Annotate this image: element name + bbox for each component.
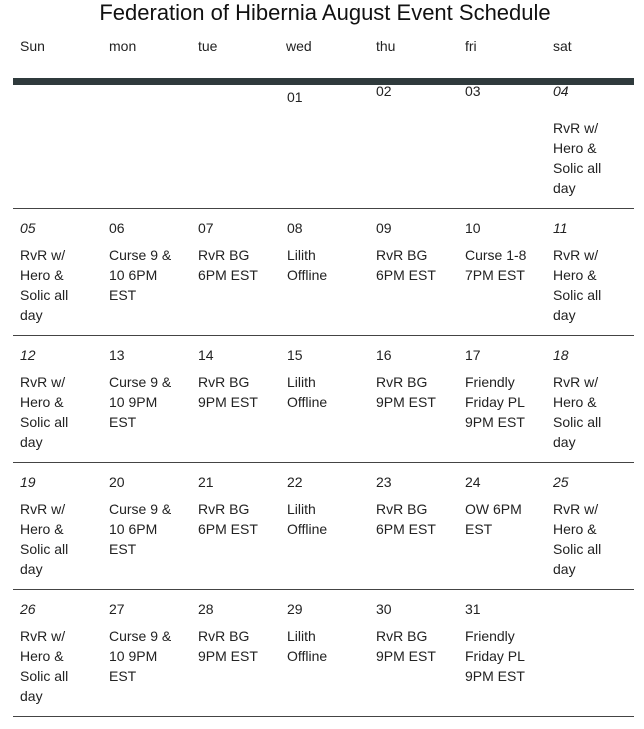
event-text: Friendly Friday PL 9PM EST <box>465 374 525 430</box>
event-text: RvR w/ Hero & Solic all day <box>553 501 602 577</box>
day-number: 21 <box>198 474 214 490</box>
event-text: RvR w/ Hero & Solic all day <box>20 501 69 577</box>
event-text: RvR BG 9PM EST <box>198 374 258 410</box>
day-number: 05 <box>20 220 36 236</box>
day-number: 12 <box>20 347 36 363</box>
event-text: RvR w/ Hero & Solic all day <box>20 374 69 450</box>
day-number: 29 <box>287 601 303 617</box>
day-number: 24 <box>465 474 481 490</box>
event-text: Curse 9 & 10 6PM EST <box>109 247 172 303</box>
weekday-fri: fri <box>465 38 477 54</box>
day-number: 11 <box>553 220 568 236</box>
day-number: 10 <box>465 220 481 236</box>
day-number: 22 <box>287 474 303 490</box>
day-number: 15 <box>287 347 303 363</box>
day-number: 08 <box>287 220 303 236</box>
event-text: Curse 9 & 10 9PM EST <box>109 374 172 430</box>
day-number: 14 <box>198 347 214 363</box>
event-text: RvR BG 9PM EST <box>198 628 258 664</box>
event-text: RvR BG 9PM EST <box>376 628 436 664</box>
day-number: 07 <box>198 220 214 236</box>
event-text: Lilith Offline <box>287 374 328 410</box>
event-text: Curse 9 & 10 6PM EST <box>109 501 172 557</box>
day-number: 31 <box>465 601 481 617</box>
day-number: 28 <box>198 601 214 617</box>
event-text: RvR w/ Hero & Solic all day <box>553 247 602 323</box>
event-text: RvR w/ Hero & Solic all day <box>553 120 602 196</box>
event-text: RvR w/ Hero & Solic all day <box>20 247 69 323</box>
day-number: 09 <box>376 220 392 236</box>
day-number: 18 <box>553 347 569 363</box>
event-text: Curse 9 & 10 9PM EST <box>109 628 172 684</box>
event-text: Friendly Friday PL 9PM EST <box>465 628 525 684</box>
event-text: RvR BG 6PM EST <box>376 501 436 537</box>
event-text: RvR BG 9PM EST <box>376 374 436 410</box>
week-row-5 <box>13 590 634 717</box>
weekday-tue: tue <box>198 38 218 54</box>
week-row-3 <box>13 336 634 463</box>
day-number: 04 <box>553 83 569 99</box>
day-number: 20 <box>109 474 125 490</box>
weekday-thu: thu <box>376 38 396 54</box>
day-number: 06 <box>109 220 125 236</box>
day-number: 30 <box>376 601 392 617</box>
day-number: 17 <box>465 347 481 363</box>
day-number: 03 <box>465 83 481 99</box>
event-text: RvR BG 6PM EST <box>198 501 258 537</box>
day-number: 25 <box>553 474 569 490</box>
event-text: Lilith Offline <box>287 501 328 537</box>
event-text: RvR BG 6PM EST <box>376 247 436 283</box>
week-row-4 <box>13 463 634 590</box>
event-text: Curse 1-8 7PM EST <box>465 247 527 283</box>
day-number: 27 <box>109 601 125 617</box>
day-number: 16 <box>376 347 392 363</box>
week-row-2 <box>13 209 634 336</box>
day-number: 01 <box>287 89 303 105</box>
event-text: RvR BG 6PM EST <box>198 247 258 283</box>
event-text: OW 6PM EST <box>465 501 522 537</box>
event-text: Lilith Offline <box>287 247 328 283</box>
day-number: 02 <box>376 83 392 99</box>
page-title: Federation of Hibernia August Event Schedule <box>99 0 551 25</box>
event-text: RvR w/ Hero & Solic all day <box>20 628 69 704</box>
weekday-sun: Sun <box>20 38 45 54</box>
day-number: 23 <box>376 474 392 490</box>
day-number: 26 <box>20 601 36 617</box>
weekday-wed: wed <box>286 38 312 54</box>
event-text: RvR w/ Hero & Solic all day <box>553 374 602 450</box>
day-number: 13 <box>109 347 125 363</box>
week-row-1 <box>13 78 634 209</box>
weekday-mon: mon <box>109 38 137 54</box>
event-text: Lilith Offline <box>287 628 328 664</box>
weekday-sat: sat <box>553 38 572 54</box>
day-number: 19 <box>20 474 36 490</box>
